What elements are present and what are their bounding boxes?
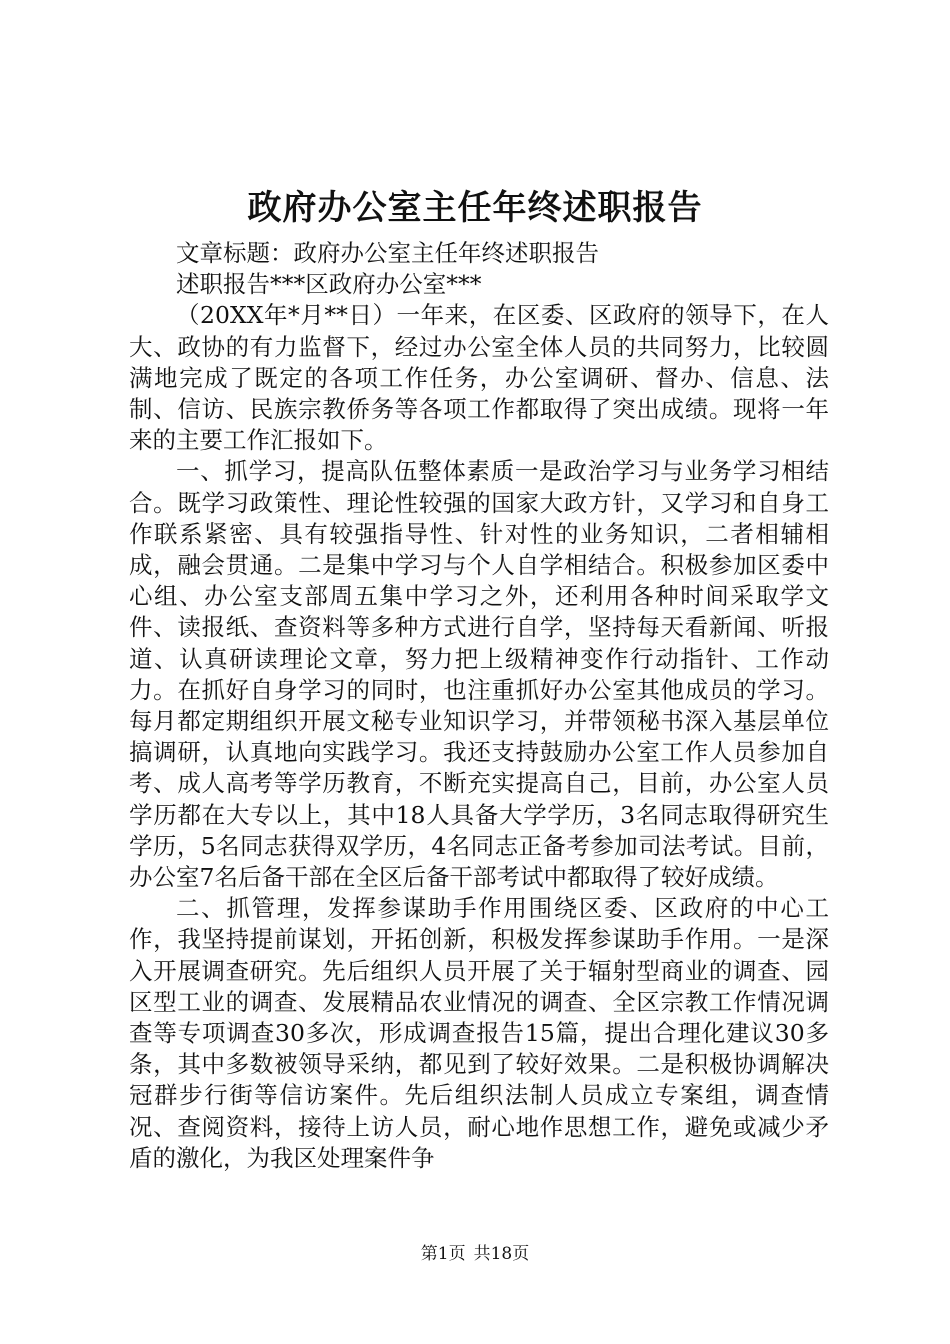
page-number: 第1页 — [420, 1244, 466, 1264]
page-footer — [0, 1243, 950, 1265]
document-title: 政府办公室主任年终述职报告 — [247, 188, 703, 228]
paragraph-intro: （20XX年*月**日）一年来，在区委、区政府的领导下，在人大、政协的有力监督下，经过办公室全体人员的共同努力，比较圆满地完成了既定的各项工作任务，办公室调研、督办、信息、法制、信访、民族宗教侨务等各项工作都取得了突出成绩。现将一年来的主要工作汇报如下。 — [129, 301, 829, 455]
paragraph-management: 二、抓管理，发挥参谋助手作用围绕区委、区政府的中心工作，我坚持提前谋划，开拓创新，积极发挥参谋助手作用。一是深入开展调查研究。先后组织人员开展了关于辐射型商业的调查、园区型工业的调查、发展精品农业情况的调查、全区宗教工作情况调查等专项调查30多次，形成调查报告15篇，提出合理化建议30多条，其中多数被领导采纳，都见到了较好效果。二是积极协调解决冠群步行街等信访案件。先后组织法制人员成立专案组，调查情况、查阅资料，接待上访人员，耐心地作思想工作，避免或减少矛盾的激化，为我区处理案件争 — [129, 894, 829, 1172]
article-title-line: 文章标题：政府办公室主任年终述职报告 — [176, 239, 599, 267]
document-body — [129, 238, 829, 1174]
page-total: 共18页 — [473, 1244, 530, 1264]
report-line: 述职报告***区政府办公室*** — [176, 270, 482, 299]
paragraph-study: 一、抓学习，提高队伍整体素质一是政治学习与业务学习相结合。既学习政策性、理论性较强的国家大政方针，又学习和自身工作联系紧密、具有较强指导性、针对性的业务知识，二者相辅相成，融会贯通。二是集中学习与个人自学相结合。积极参加区委中心组、办公室支部周五集中学习之外，还利用各种时间采取学文件、读报纸、查资料等多种方式进行自学，坚持每天看新闻、听报道、认真研读理论文章，努力把上级精神变作行动指针、工作动力。在抓好自身学习的同时，也注重抓好办公室其他成员的学习。每月都定期组织开展文秘专业知识学习，并带领秘书深入基层单位搞调研，认真地向实践学习。我还支持鼓励办公室工作人员参加自考、成人高考等学历教育，不断充实提高自己，目前，办公室人员学历都在大专以上，其中18人具备大学学历，3名同志取得研究生学历，5名同志获得双学历，4名同志正备考参加司法考试。目前，办公室7名后备干部在全区后备干部考试中都取得了较好成绩。 — [129, 457, 829, 892]
